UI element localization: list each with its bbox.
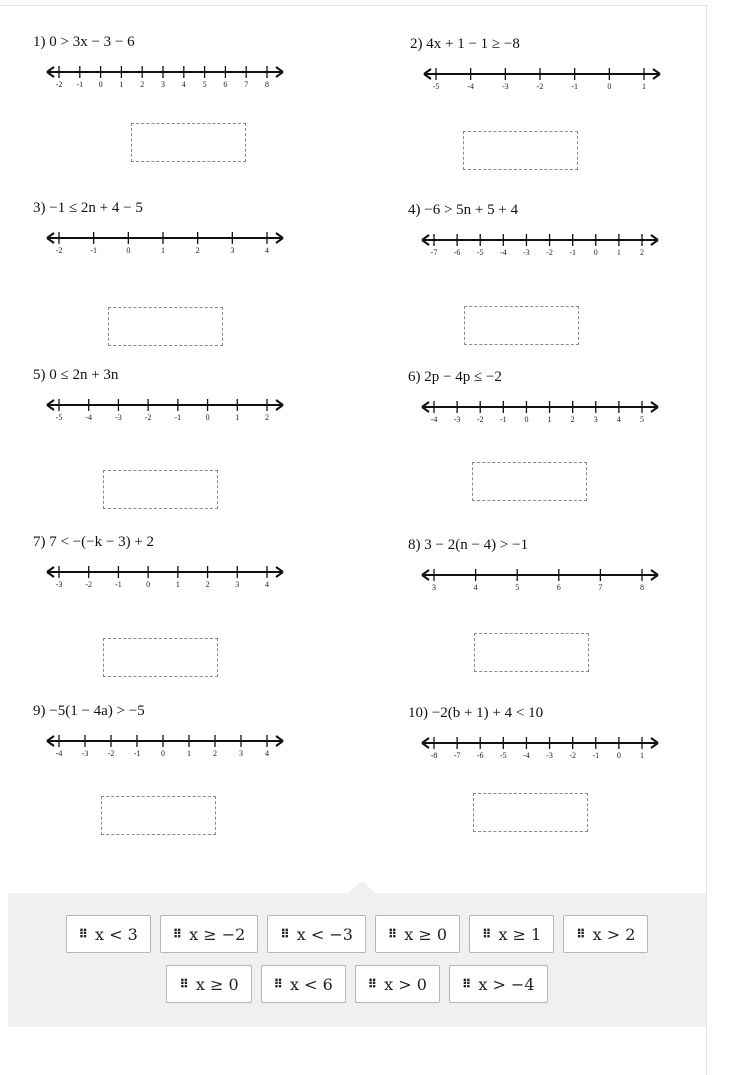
tick-label: 2 — [265, 413, 269, 421]
tick-label: -2 — [55, 246, 63, 254]
tick-label: -7 — [453, 751, 461, 759]
tick-label: -4 — [499, 248, 507, 256]
tick-label: -1 — [115, 580, 122, 588]
tick-label: -1 — [499, 415, 507, 423]
tick-label: 2 — [205, 580, 210, 588]
answer-bank-row-2 — [8, 965, 706, 1003]
tick-label: -5 — [476, 248, 484, 256]
drag-handle-icon: ⠿ — [273, 977, 283, 991]
tick-label: -4 — [55, 749, 63, 757]
tick-label: 5 — [515, 583, 520, 591]
problem-8 — [408, 537, 708, 687]
tick-label: 1 — [187, 749, 191, 757]
tick-label: 4 — [265, 246, 269, 254]
tick-label: -3 — [501, 82, 509, 90]
answer-drop-zone[interactable] — [103, 470, 218, 509]
answer-chip-label: x > 2 — [592, 924, 636, 944]
tick-label: 7 — [598, 583, 603, 591]
tick-label: 1 — [616, 248, 621, 256]
tick-label: 0 — [98, 80, 103, 88]
tick-label: 0 — [593, 248, 598, 256]
answer-chip-label: x > −4 — [478, 974, 535, 994]
tick-label: -2 — [476, 415, 484, 423]
answer-chip[interactable] — [563, 915, 648, 953]
tick-label: -5 — [55, 413, 63, 421]
tick-label: 7 — [244, 80, 249, 88]
answer-chip[interactable] — [469, 915, 554, 953]
answer-drop-zone[interactable] — [101, 796, 216, 835]
problem-statement: 7) 7 < −(−k − 3) + 2 — [33, 534, 155, 550]
tick-label: 8 — [640, 583, 644, 591]
drag-handle-icon: ⠿ — [280, 927, 289, 941]
answer-chip-label: x ≥ 1 — [498, 924, 542, 944]
tick-label: 2 — [570, 415, 575, 423]
tick-label: 1 — [119, 80, 124, 88]
answer-drop-zone[interactable] — [131, 123, 246, 162]
tick-label: -2 — [536, 82, 544, 90]
answer-chip[interactable] — [66, 915, 151, 953]
tick-label: 2 — [213, 749, 217, 757]
tick-label: 1 — [235, 413, 240, 421]
tick-label: 4 — [616, 415, 621, 423]
answer-chip-label: x < −3 — [296, 924, 353, 944]
tick-label: -4 — [523, 751, 530, 759]
problem-6 — [408, 369, 708, 519]
problem-10 — [408, 705, 708, 855]
problem-statement: 9) −5(1 − 4a) > −5 — [33, 703, 145, 719]
drag-handle-icon: ⠿ — [482, 927, 491, 941]
answer-chip[interactable] — [166, 965, 251, 1003]
number-line — [422, 58, 667, 90]
tick-label: 1 — [547, 415, 552, 423]
problem-statement: 2) 4x + 1 − 1 ≥ −8 — [410, 36, 520, 52]
problem-statement: 3) −1 ≤ 2n + 4 − 5 — [33, 200, 143, 216]
answer-chip[interactable] — [160, 915, 259, 953]
answer-drop-zone[interactable] — [463, 131, 578, 170]
problem-statement: 6) 2p − 4p ≤ −2 — [408, 369, 502, 385]
tick-label: 4 — [265, 749, 269, 757]
answer-chip-label: x > 0 — [384, 974, 427, 994]
problem-3 — [33, 200, 333, 350]
problem-statement: 10) −2(b + 1) + 4 < 10 — [408, 705, 544, 721]
tick-label: -8 — [430, 751, 438, 759]
number-line — [45, 222, 290, 254]
tick-label: -4 — [467, 82, 475, 90]
tick-label: -2 — [569, 751, 577, 759]
drag-handle-icon: ⠿ — [78, 927, 87, 941]
tick-label: 3 — [432, 583, 436, 591]
tick-label: 4 — [265, 580, 269, 588]
tick-label: -1 — [90, 246, 98, 254]
answer-chip[interactable] — [449, 965, 548, 1003]
tick-label: -3 — [115, 413, 122, 421]
drag-handle-icon: ⠿ — [179, 977, 188, 991]
tick-label: -1 — [76, 80, 84, 88]
tick-label: -4 — [430, 415, 438, 423]
tick-label: -1 — [133, 749, 141, 757]
tick-label: -1 — [569, 248, 577, 256]
answer-chip-label: x ≥ 0 — [195, 974, 239, 994]
answer-chip-label: x < 3 — [95, 924, 138, 944]
number-line-axis — [47, 567, 283, 577]
number-line — [45, 725, 290, 757]
answer-drop-zone[interactable] — [103, 638, 218, 677]
tick-label: -3 — [546, 751, 553, 759]
number-line-axis — [47, 736, 283, 746]
tick-label: 2 — [140, 80, 145, 88]
answer-chip[interactable] — [267, 915, 366, 953]
problem-1 — [33, 34, 333, 184]
number-line-axis — [422, 570, 658, 580]
number-line-axis — [424, 69, 660, 79]
tick-label: 8 — [265, 80, 269, 88]
tick-label: -7 — [430, 248, 438, 256]
tick-label: -3 — [81, 749, 89, 757]
drag-handle-icon: ⠿ — [461, 977, 471, 991]
answer-bank-pointer — [348, 881, 376, 893]
number-line — [45, 556, 290, 588]
problem-9 — [33, 703, 333, 853]
problem-statement: 5) 0 ≤ 2n + 3n — [33, 367, 119, 383]
tick-label: 3 — [593, 415, 598, 423]
answer-drop-zone[interactable] — [473, 793, 588, 832]
tick-label: 0 — [607, 82, 612, 90]
problem-4 — [408, 202, 708, 352]
drag-handle-icon: ⠿ — [576, 927, 585, 941]
tick-label: 0 — [616, 751, 621, 759]
tick-label: -6 — [476, 751, 484, 759]
answer-chip-label: x ≥ −2 — [189, 924, 246, 944]
tick-label: 3 — [239, 749, 243, 757]
tick-label: 0 — [126, 246, 131, 254]
number-line-axis — [47, 67, 283, 77]
tick-label: -5 — [432, 82, 440, 90]
tick-label: 0 — [161, 749, 165, 757]
number-line — [420, 224, 665, 256]
number-line-axis — [47, 400, 283, 410]
problem-5 — [33, 367, 333, 517]
tick-label: -3 — [453, 415, 461, 423]
problem-7 — [33, 534, 333, 684]
tick-label: -1 — [571, 82, 579, 90]
tick-label: 3 — [230, 246, 235, 254]
tick-label: -4 — [85, 413, 93, 421]
tick-label: -2 — [546, 248, 553, 256]
answer-drop-zone[interactable] — [472, 462, 587, 501]
tick-label: -5 — [499, 751, 507, 759]
tick-label: 4 — [181, 80, 186, 88]
tick-label: 4 — [473, 583, 478, 591]
answer-bank-row-1 — [8, 915, 706, 953]
problem-2 — [410, 36, 710, 186]
tick-label: 0 — [205, 413, 210, 421]
number-line — [420, 391, 665, 423]
tick-label: -1 — [174, 413, 182, 421]
answer-bank — [8, 893, 706, 1027]
tick-label: 5 — [202, 80, 207, 88]
answer-chip[interactable] — [261, 965, 346, 1003]
problem-statement: 1) 0 > 3x − 3 − 6 — [33, 34, 135, 50]
tick-label: -2 — [55, 80, 63, 88]
tick-label: 6 — [223, 80, 228, 88]
problem-statement: 4) −6 > 5n + 5 + 4 — [408, 202, 519, 218]
tick-label: -2 — [144, 413, 152, 421]
tick-label: -1 — [592, 751, 600, 759]
tick-label: 6 — [556, 583, 561, 591]
problem-statement: 8) 3 − 2(n − 4) > −1 — [408, 537, 529, 553]
tick-label: -3 — [523, 248, 530, 256]
answer-chip-label: x < 6 — [290, 974, 333, 994]
answer-chip-label: x ≥ 0 — [404, 924, 448, 944]
answer-chip[interactable] — [375, 915, 460, 953]
tick-label: 3 — [235, 580, 240, 588]
number-line — [420, 559, 665, 591]
drag-handle-icon: ⠿ — [387, 927, 397, 941]
tick-label: -2 — [85, 580, 93, 588]
tick-label: 2 — [195, 246, 200, 254]
number-line — [420, 727, 665, 759]
number-line — [45, 56, 290, 88]
tick-label: -6 — [453, 248, 461, 256]
tick-label: 0 — [524, 415, 529, 423]
number-line-axis — [47, 233, 283, 243]
tick-label: 1 — [640, 751, 644, 759]
answer-chip[interactable] — [355, 965, 440, 1003]
tick-label: 1 — [175, 580, 180, 588]
tick-label: -2 — [107, 749, 115, 757]
tick-label: 1 — [642, 82, 646, 90]
tick-label: 2 — [640, 248, 644, 256]
drag-handle-icon: ⠿ — [172, 927, 182, 941]
answer-drop-zone[interactable] — [464, 306, 579, 345]
answer-drop-zone[interactable] — [108, 307, 223, 346]
drag-handle-icon: ⠿ — [367, 977, 377, 991]
tick-label: 0 — [146, 580, 151, 588]
number-line — [45, 389, 290, 421]
answer-drop-zone[interactable] — [474, 633, 589, 672]
tick-label: -3 — [55, 580, 63, 588]
tick-label: 1 — [161, 246, 165, 254]
tick-label: 5 — [640, 415, 644, 423]
tick-label: 3 — [161, 80, 165, 88]
